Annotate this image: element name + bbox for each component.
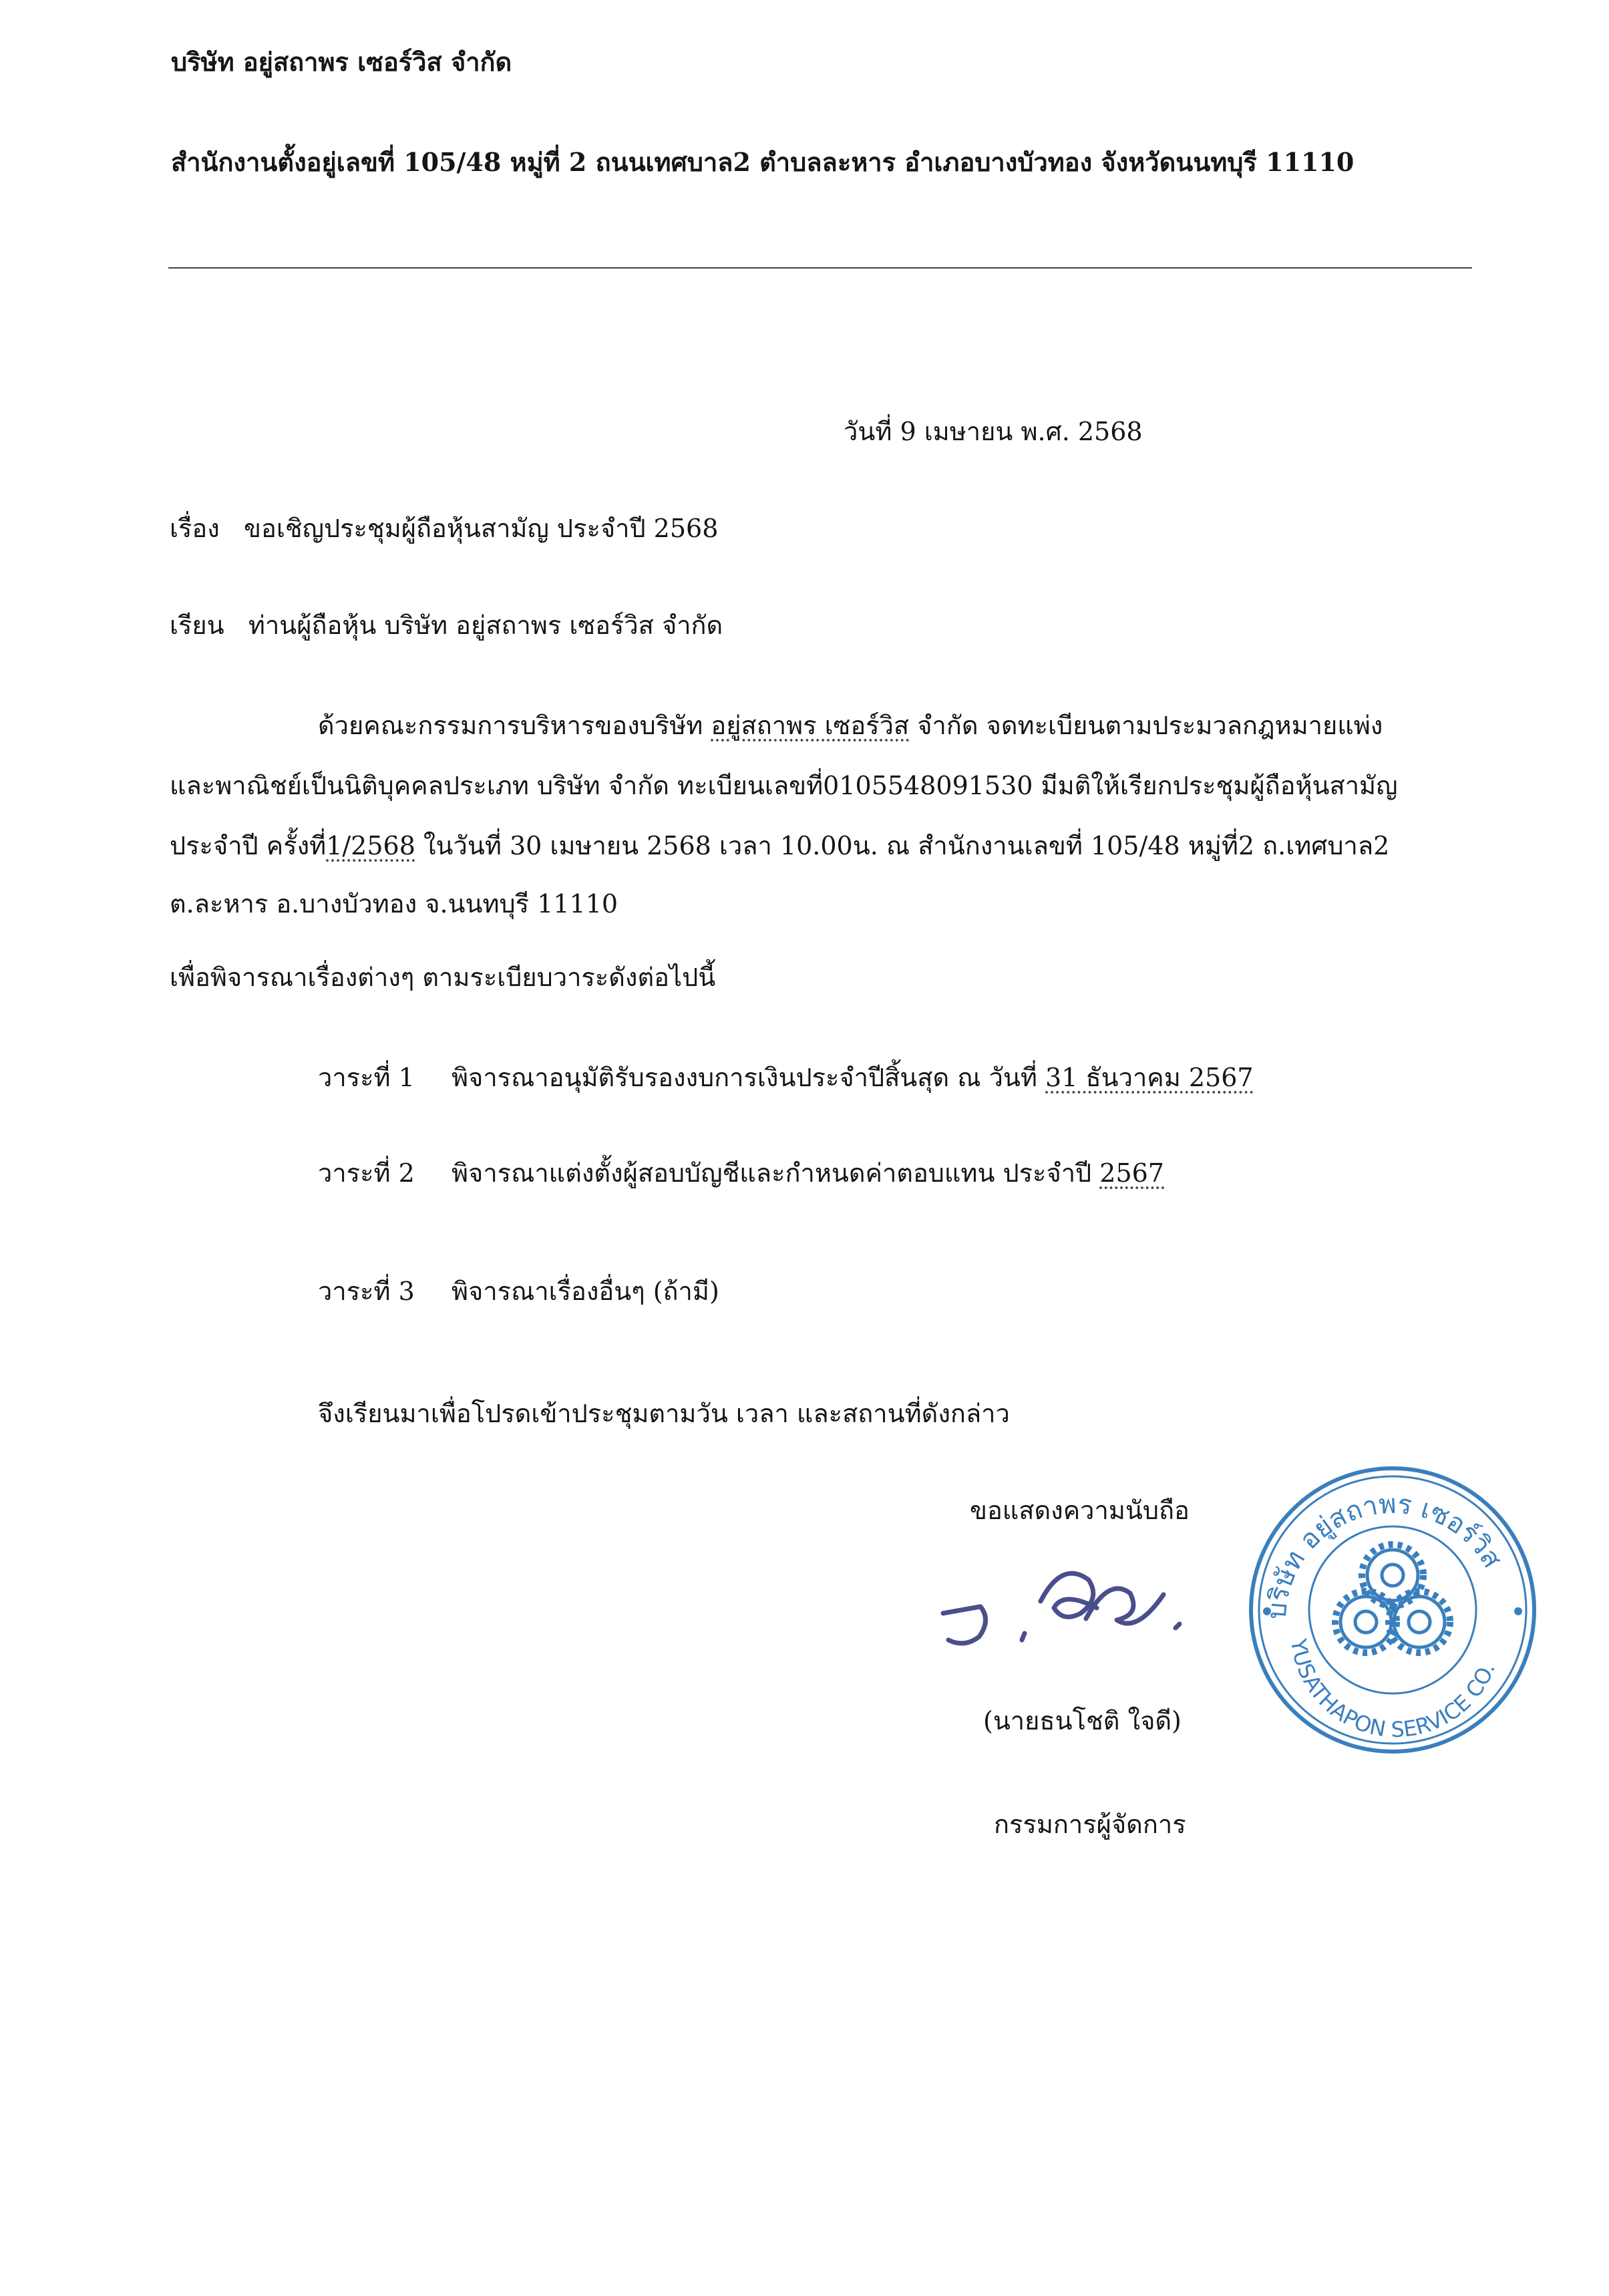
agenda-number: วาระที่ 3 bbox=[318, 1277, 415, 1306]
body-text: จำกัด จดทะเบียนตามประมวลกฎหมายแพ่ง bbox=[917, 711, 1383, 740]
stamp-bottom-text: YUSATHAPON SERVICE CO. bbox=[1285, 1637, 1501, 1743]
company-address: สำนักงานตั้งอยู่เลขที่ 105/48 หมู่ที่ 2 ถนนเทศบาล2 ตำบลละหาร อำเภอบางบัวทอง จังหวัดนนทบุรี 11110 bbox=[171, 147, 1355, 177]
body-line-2: และพาณิชย์เป็นนิติบุคคลประเภท บริษัท จำกัด ทะเบียนเลขที่0105548091530 มีมติให้เรียกประชุมผู้ถือหุ้นสามัญ bbox=[170, 771, 1398, 800]
body-line-4: ต.ละหาร อ.บางบัวทอง จ.นนทบุรี 11110 bbox=[170, 889, 618, 919]
recipient-label: เรียน bbox=[170, 611, 224, 640]
company-short-name: อยู่สถาพร เซอร์วิส bbox=[711, 711, 910, 740]
body-line-5: เพื่อพิจารณาเรื่องต่างๆ ตามระเบียบวาระดังต่อไปนี้ bbox=[170, 963, 716, 992]
subject-label: เรื่อง bbox=[170, 514, 220, 543]
agenda-date: 31 ธันวาคม 2567 bbox=[1045, 1063, 1254, 1092]
subject-text: ขอเชิญประชุมผู้ถือหุ้นสามัญ ประจำปี 2568 bbox=[244, 514, 719, 543]
meeting-number: 1/2568 bbox=[326, 831, 415, 860]
body-text: ด้วยคณะกรรมการบริหารของบริษัท bbox=[318, 711, 703, 740]
body-line-3 bbox=[170, 825, 1389, 866]
agenda-text: พิจารณาแต่งตั้งผู้สอบบัญชีและกำหนดค่าตอบแทน ประจำปี bbox=[452, 1158, 1092, 1188]
recipient-text: ท่านผู้ถือหุ้น บริษัท อยู่สถาพร เซอร์วิส จำกัด bbox=[248, 611, 723, 640]
subject-line bbox=[170, 508, 718, 548]
agenda-text: พิจารณาเรื่องอื่นๆ (ถ้ามี) bbox=[452, 1277, 719, 1306]
agenda-number: วาระที่ 1 bbox=[318, 1063, 415, 1092]
agenda-year: 2567 bbox=[1099, 1158, 1164, 1188]
company-stamp bbox=[1239, 1456, 1546, 1764]
agenda-number: วาระที่ 2 bbox=[318, 1158, 415, 1188]
agenda-text: พิจารณาอนุมัติรับรองงบการเงินประจำปีสิ้นสุด ณ วันที่ bbox=[452, 1063, 1037, 1092]
stamp-top-text: บริษัท อยู่สถาพร เซอร์วิส bbox=[1261, 1488, 1508, 1621]
agenda-item-3 bbox=[318, 1271, 719, 1311]
signer-title: กรรมการผู้จัดการ bbox=[994, 1810, 1186, 1839]
regards-line: ขอแสดงความนับถือ bbox=[970, 1496, 1190, 1525]
signer-name: (นายธนโชติ ใจดี) bbox=[983, 1706, 1182, 1736]
body-text: ในวันที่ 30 เมษายน 2568 เวลา 10.00น. ณ สำนักงานเลขที่ 105/48 หมู่ที่2 ถ.เทศบาล2 bbox=[423, 831, 1390, 860]
body-text: ประจำปี ครั้งที่ bbox=[170, 831, 327, 860]
body-line-1 bbox=[318, 705, 1383, 746]
header-divider bbox=[168, 267, 1472, 269]
letter-date: วันที่ 9 เมษายน พ.ศ. 2568 bbox=[844, 417, 1143, 446]
company-name: บริษัท อยู่สถาพร เซอร์วิส จำกัด bbox=[171, 47, 512, 77]
closing-line: จึงเรียนมาเพื่อโปรดเข้าประชุมตามวัน เวลา และสถานที่ดังกล่าว bbox=[318, 1399, 1010, 1428]
agenda-item-2 bbox=[318, 1152, 1164, 1193]
recipient-line bbox=[170, 605, 723, 645]
signature-image bbox=[922, 1540, 1249, 1667]
agenda-item-1 bbox=[318, 1057, 1254, 1098]
